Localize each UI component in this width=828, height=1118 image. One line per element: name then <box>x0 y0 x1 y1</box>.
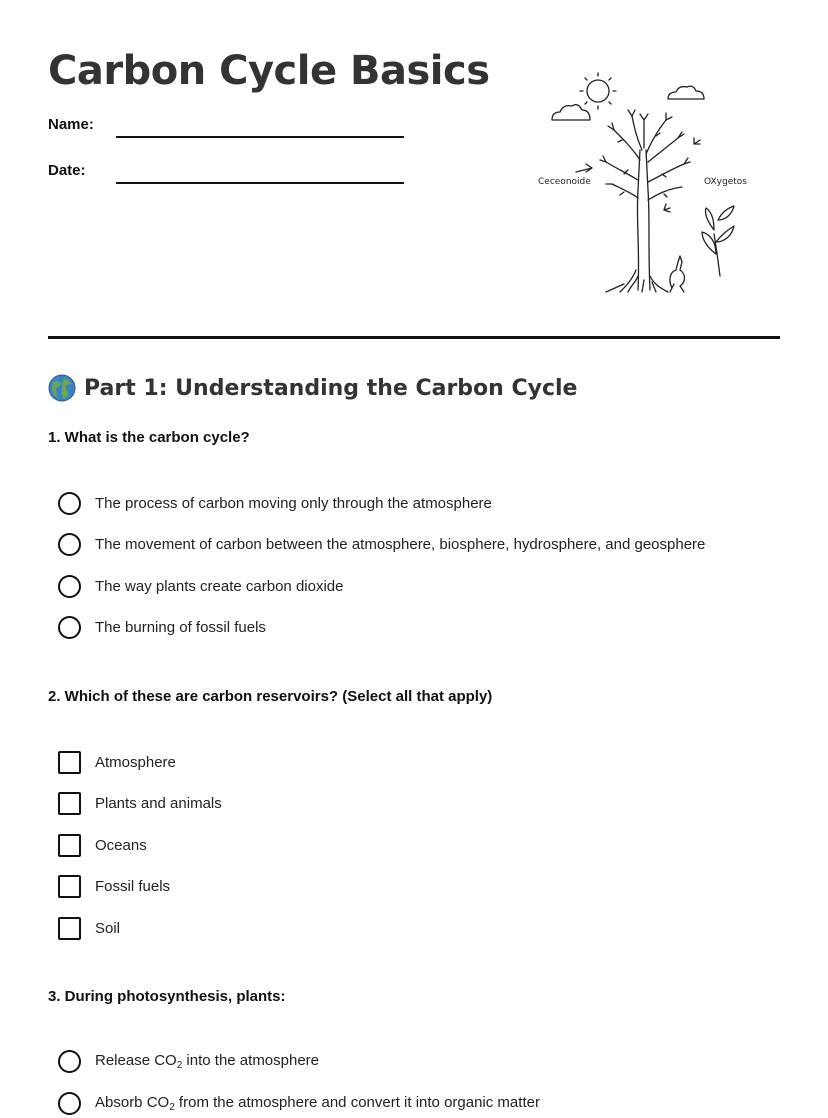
arrow-icon <box>694 138 700 144</box>
name-field[interactable] <box>48 116 408 140</box>
option-text: from the atmosphere and convert it into organic matter <box>174 1093 540 1111</box>
q3-option-1[interactable] <box>58 1049 319 1073</box>
option-label <box>95 1052 319 1071</box>
q1-option-3[interactable] <box>58 574 343 598</box>
option-label: Plants and animals <box>95 794 222 812</box>
sun-icon <box>580 73 616 109</box>
checkbox[interactable] <box>58 792 81 815</box>
arrow-icon <box>664 204 670 212</box>
option-text: into the atmosphere <box>182 1051 320 1069</box>
q1-option-2[interactable] <box>58 532 705 556</box>
q2-option-4[interactable] <box>58 874 170 898</box>
q2-option-3[interactable] <box>58 833 147 857</box>
section-divider <box>48 336 780 339</box>
q2-option-5[interactable] <box>58 916 120 940</box>
option-label <box>95 1094 540 1113</box>
tree-branches <box>606 116 684 200</box>
q1-option-1[interactable] <box>58 491 492 515</box>
checkbox[interactable] <box>58 834 81 857</box>
radio-button[interactable] <box>58 575 81 598</box>
name-label: Name: <box>48 116 94 133</box>
option-text: Absorb CO <box>95 1093 170 1111</box>
question-1: 1. What is the carbon cycle? <box>48 429 250 446</box>
cloud-icon <box>552 105 590 120</box>
option-label: The movement of carbon between the atmosphere, biosphere, hydrosphere, and geosphere <box>95 535 706 553</box>
option-label: Oceans <box>95 836 147 854</box>
radio-button[interactable] <box>58 1050 81 1073</box>
part1-title <box>48 374 577 402</box>
subscript: 2 <box>169 1101 175 1113</box>
date-field[interactable] <box>48 162 408 186</box>
part1-title-text: Part 1: Understanding the Carbon Cycle <box>84 375 578 401</box>
option-label: The burning of fossil fuels <box>95 618 266 636</box>
kangaroo-icon <box>670 256 685 292</box>
checkbox[interactable] <box>58 917 81 940</box>
illustration-right-label: OXygetos <box>704 177 747 187</box>
question-3: 3. During photosynthesis, plants: <box>48 988 286 1005</box>
radio-button[interactable] <box>58 1092 81 1115</box>
tree-carbon-cycle-illustration <box>532 70 752 298</box>
option-label: Atmosphere <box>95 753 176 771</box>
date-line[interactable] <box>116 182 404 184</box>
plant-icon <box>702 206 734 276</box>
q2-option-1[interactable] <box>58 750 176 774</box>
option-text: Release CO <box>95 1051 177 1069</box>
question-2: 2. Which of these are carbon reservoirs? (Select all that apply) <box>48 688 493 705</box>
name-line[interactable] <box>116 136 404 138</box>
tree-trunk <box>637 150 650 290</box>
q1-option-4[interactable] <box>58 615 266 639</box>
checkbox[interactable] <box>58 875 81 898</box>
radio-button[interactable] <box>58 533 81 556</box>
option-label: Soil <box>95 919 121 937</box>
q2-option-2[interactable] <box>58 791 222 815</box>
option-label: The way plants create carbon dioxide <box>95 577 344 595</box>
option-label: The process of carbon moving only through the atmosphere <box>95 494 492 512</box>
q3-option-2[interactable] <box>58 1091 540 1115</box>
arrow-icon <box>576 164 592 172</box>
illustration-left-label: Ceceonoide <box>538 177 591 187</box>
radio-button[interactable] <box>58 492 81 515</box>
checkbox[interactable] <box>58 751 81 774</box>
page-title: Carbon Cycle Basics <box>48 48 490 94</box>
cloud-icon <box>668 86 704 99</box>
date-label: Date: <box>48 162 86 179</box>
radio-button[interactable] <box>58 616 81 639</box>
globe-icon <box>48 374 76 402</box>
option-label: Fossil fuels <box>95 877 171 895</box>
subscript: 2 <box>176 1059 183 1071</box>
